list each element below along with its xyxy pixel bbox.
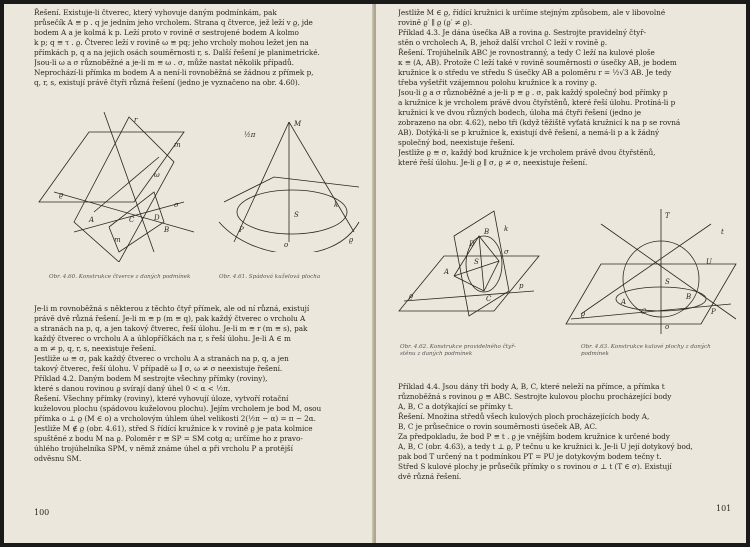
svg-text:A: A [444, 268, 450, 276]
text-line: Jestliže M ∉ ϱ (obr. 4.61), střed S řídící kružnice k v rovině ϱ je pata kolmice [34, 424, 313, 433]
right-bottom-text [398, 382, 740, 482]
text-line: přímka o ⊥ ϱ (M ∈ o) a vrcholovým úhlem úhel velikosti 2(½π − α) = π − 2α. [34, 414, 316, 423]
text-line: společný bod, neexistuje řešení. [398, 138, 515, 147]
svg-text:M: M [294, 120, 302, 128]
svg-text:t: t [721, 228, 724, 236]
svg-text:o: o [284, 241, 289, 249]
svg-text:A: A [621, 298, 627, 306]
svg-text:m: m [174, 141, 181, 149]
text-line: a kružnice k je vrcholem právě dvou čtyřstěnů, které řeší úlohu. Protíná-li p [398, 98, 676, 107]
svg-text:m: m [114, 236, 121, 244]
text-line: průsečík A ≡ p . q je jedním jeho vrcholem. Strana q čtverce, jež leží v ϱ, jde [34, 18, 313, 27]
text-line: které s danou rovinou ϱ svírají daný úhel 0 < α < ½π. [34, 384, 231, 393]
text-line: a stranách na p, q, a jen takový čtverec, řeší úlohu. Je-li m ≡ r (m ≡ s), pak [34, 324, 308, 333]
caption-4-62: Obr. 4.62. Konstrukce pravidelného čtyř- stěnu z daných podmínek [400, 344, 516, 357]
svg-text:C: C [129, 216, 135, 224]
svg-text:T: T [665, 212, 670, 220]
text-line: kuželovou plochu (spádovou kuželovou plochu). Jejím vrcholem je bod M, osou [34, 404, 322, 413]
svg-text:B: B [484, 228, 490, 236]
text-line: různoběžná s rovinou ϱ ≡ ABC. Sestrojte kulovou plochu procházející body [398, 392, 672, 401]
text-line: a m ≠ p, q, r, s, neexistuje řešení. [34, 344, 157, 353]
svg-text:A: A [89, 216, 95, 224]
text-line: Řešení. Existuje-li čtverec, který vyhovuje daným podmínkám, pak [34, 8, 277, 17]
text-line: Řešení. Trojúhelník ABC je rovnostranný, a tedy C leží na kulové ploše [398, 48, 655, 57]
caption-4-61: Obr. 4.61. Spádová kuželová plocha [219, 274, 321, 280]
right-page [376, 4, 746, 543]
text-line: kružnici k ve dvou různých bodech, úloha má čtyři řešení (jedno je [398, 108, 642, 117]
text-line: kružnice k o středu ve středu S úsečky AB a poloměru r = ½√3 AB. Je tedy [398, 68, 672, 77]
text-line: právě dvě různá řešení. Je-li m ≡ p (m ≡ q), pak každý čtverec o vrcholu A [34, 314, 306, 323]
svg-text:P: P [711, 308, 716, 316]
text-line: které řeší úlohu. Je-li ϱ ∥ σ, ϱ ≠ σ, neexistuje řešení. [398, 158, 588, 167]
svg-text:ϱ: ϱ [409, 292, 414, 300]
left-top-text [34, 8, 364, 88]
text-line: Příklad 4.3. Je dána úsečka AB a rovina ϱ. Sestrojte pravidelný čtyř- [398, 28, 647, 37]
svg-text:B: B [686, 293, 692, 301]
text-line: Jsou-li ω a σ různoběžné a je-li m ≡ ω . σ, může nastat několik případů. [34, 58, 294, 67]
text-line: pak bod T určený na t podmínkou PT = PU je dotykovým bodem tečny t. [398, 452, 662, 461]
text-line: Příklad 4.4. Jsou dány tři body A, B, C, které neleží na přímce, a přímka t [398, 382, 665, 391]
text-line: Jestliže M ∈ ϱ, řídící kružnici k určíme stejným způsobem, ale v libovolné [398, 8, 666, 17]
svg-text:C: C [486, 295, 492, 303]
text-line: třeba vyšetřit vzájemnou polohu kružnice k a roviny ϱ. [398, 78, 597, 87]
svg-text:k: k [504, 225, 509, 233]
text-line: Příklad 4.2. Daným bodem M sestrojte všechny přímky (roviny), [34, 374, 268, 383]
text-line: odvěsnu SM. [34, 454, 82, 463]
svg-text:S: S [665, 278, 670, 286]
svg-text:C: C [641, 308, 647, 316]
svg-text:½π: ½π [244, 131, 256, 139]
svg-text:r: r [134, 116, 138, 124]
figure-4-60 [34, 102, 204, 262]
svg-text:P: P [239, 226, 244, 234]
text-line: A, B, C (obr. 4.63), a tedy t ⊥ ϱ, P tečnu u ke kružnici k. Je-li U její dotykový bod, [398, 442, 693, 451]
text-line: Jestliže ω ≡ σ, pak každý čtverec o vrcholu A a stranách na p, q, a jen [34, 354, 289, 363]
text-line: stěn o vrcholech A, B, jehož další vrchol C leží v rovině ϱ. [398, 38, 607, 47]
svg-text:S: S [294, 211, 299, 219]
text-line: dvě různá řešení. [398, 472, 462, 481]
text-line: Řešení. Všechny přímky (roviny), které vyhovují úloze, vytvoří rotační [34, 394, 289, 403]
figure-4-61 [214, 92, 364, 252]
figure-4-62 [394, 206, 544, 336]
text-line: A, B, C a dotýkající se přímky t. [398, 402, 513, 411]
left-page [4, 4, 375, 543]
caption-4-63: Obr. 4.63. Konstrukce kulové plochy z daných podmínek [581, 344, 711, 357]
svg-text:ω: ω [154, 171, 160, 179]
right-top-text [398, 8, 738, 168]
text-line: rovině ϱ′ ∥ ϱ (ϱ′ ≠ ϱ). [398, 18, 473, 27]
svg-text:S: S [474, 258, 479, 266]
text-line: bodem A a je kolmá k p. Leží proto v rovině σ sestrojené bodem A kolmo [34, 28, 299, 37]
page-number: 101 [716, 504, 732, 513]
left-bottom-text [34, 304, 364, 464]
text-line: Za předpokladu, že bod P ≡ t . ϱ je vnějším bodem kružnice k určené body [398, 432, 670, 441]
text-line: Je-li m rovnoběžná s některou z těchto čtyř přímek, ale od ní různá, existují [34, 304, 310, 313]
caption-4-60: Obr. 4.60. Konstrukce čtverce z daných podmínek [49, 274, 191, 280]
text-line: κ ≡ (A, AB). Protože C leží také v rovině souměrnosti σ úsečky AB, je bodem [398, 58, 677, 67]
svg-text:D: D [469, 240, 475, 248]
svg-text:σ: σ [174, 201, 179, 209]
text-line: spuštěné z bodu M na ϱ. Poloměr r ≡ SP = SM cotg α; určíme ho z pravo- [34, 434, 303, 443]
text-line: přímkách p, q a na jejich osách souměrnosti r, s. Další řešení je planimetrické. [34, 48, 320, 57]
text-line: úhlého trojúhelníka SPM, v němž známe úhel α při vrcholu P a protější [34, 444, 293, 453]
svg-text:ϱ: ϱ [59, 191, 64, 199]
svg-text:B: B [164, 226, 170, 234]
text-line: Jsou-li ϱ a σ různoběžné a je-li p ≡ ϱ . σ, pak každý společný bod přímky p [398, 88, 668, 97]
page-number: 100 [34, 508, 50, 517]
text-line: k p; q ≡ τ . ϱ. Čtverec leží v rovině ω ≡ pq; jeho vrcholy mohou ležet jen na [34, 38, 309, 47]
figure-4-63 [561, 204, 741, 349]
svg-text:k: k [334, 201, 339, 209]
text-line: Střed S kulové plochy je průsečík přímky o s rovinou σ ⊥ t (T ∈ σ). Existují [398, 462, 672, 471]
svg-text:o: o [665, 323, 670, 331]
text-line: B, C je průsečnice o rovin souměrnosti úseček AB, AC. [398, 422, 598, 431]
text-line: Řešení. Množina středů všech kulových ploch procházejících body A, [398, 412, 650, 421]
text-line: takový čtverec, řeší úlohu. V případě ω ∥ σ, ω ≠ σ neexistuje řešení. [34, 364, 283, 373]
text-line: každý čtverec o vrcholu A a úhlopříčkách na r, s řeší úlohu. Je-li A ∈ m [34, 334, 291, 343]
text-line: q, r, s, existují právě čtyři různá řešení (jedno je vyznačeno na obr. 4.60). [34, 78, 300, 87]
svg-text:ϱ: ϱ [581, 310, 586, 318]
svg-text:D: D [154, 214, 160, 222]
svg-text:ϱ: ϱ [349, 236, 354, 244]
svg-text:p: p [519, 282, 524, 290]
text-line: Neprochází-li přímka m bodem A a není-li rovnoběžná se žádnou z přímek p, [34, 68, 314, 77]
svg-text:σ: σ [504, 248, 509, 256]
text-line: Jestliže ϱ ≡ σ, každý bod kružnice k je vrcholem právě dvou čtyřstěnů, [398, 148, 656, 157]
text-line: zobrazeno na obr. 4.62), nebo tři (když těžiště vyťatá kružnicí k na p se rovná [398, 118, 681, 127]
text-line: AB). Dotýká-li se p kružnice k, existují dvě řešení, a nemá-li p a k žádný [398, 128, 660, 137]
svg-text:U: U [706, 258, 712, 266]
